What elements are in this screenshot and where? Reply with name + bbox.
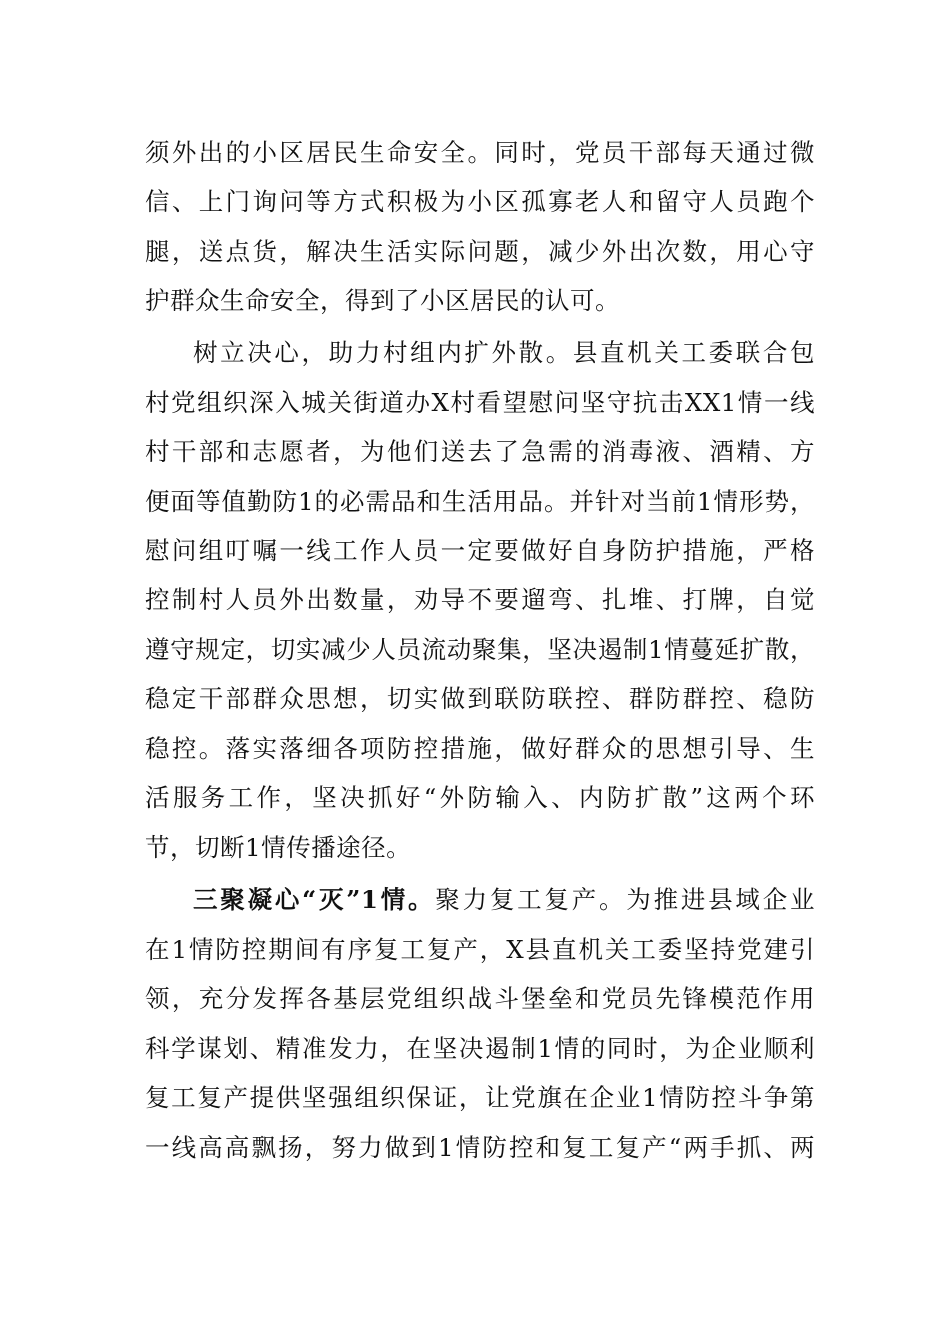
paragraph-line: 村干部和志愿者，为他们送去了急需的消毒液、酒精、方 (145, 437, 815, 466)
paragraph-line: 在1情防控期间有序复工复产，X县直机关工委坚持党建引 (145, 935, 815, 964)
paragraph-line: 信、上门询问等方式积极为小区孤寡老人和留守人员跑个 (145, 187, 815, 216)
paragraph-line: 控制村人员外出数量，劝导不要遛弯、扎堆、打牌，自觉 (145, 585, 815, 614)
section-heading: 三聚凝心“灭”1情。 (193, 885, 436, 914)
paragraph-line: 一线高高飘扬，努力做到1情防控和复工复产“两手抓、两 (145, 1133, 815, 1162)
paragraph-line: 稳定干部群众思想，切实做到联防联控、群防群控、稳防 (145, 684, 815, 713)
paragraph-line: 领，充分发挥各基层党组织战斗堡垒和党员先锋模范作用 (145, 984, 815, 1013)
paragraph-line: 护群众生命安全，得到了小区居民的认可。 (145, 286, 620, 315)
paragraph-line: 村党组织深入城关街道办X村看望慰问坚守抗击XX1情一线 (145, 388, 815, 417)
paragraph-line: 节，切断1情传播途径。 (145, 833, 412, 862)
paragraph-line: 活服务工作，坚决抓好“外防输入、内防扩散”这两个环 (145, 783, 815, 812)
paragraph-text: 聚力复工复产。为推进县域企业 (435, 885, 815, 914)
paragraph-line: 腿，送点货，解决生活实际问题，减少外出次数，用心守 (145, 237, 815, 266)
paragraph-line (193, 880, 815, 920)
paragraph-line: 科学谋划、精准发力，在坚决遏制1情的同时，为企业顺利 (145, 1034, 815, 1063)
paragraph-line: 复工复产提供坚强组织保证，让党旗在企业1情防控斗争第 (145, 1083, 815, 1112)
paragraph-line: 便面等值勤防1的必需品和生活用品。并针对当前1情形势， (145, 487, 815, 516)
paragraph-line: 树立决心，助力村组内扩外散。县直机关工委联合包 (193, 338, 815, 367)
paragraph-line: 稳控。落实落细各项防控措施，做好群众的思想引导、生 (145, 734, 815, 763)
paragraph-line: 遵守规定，切实减少人员流动聚集，坚决遏制1情蔓延扩散， (145, 635, 815, 664)
paragraph-line: 慰问组叮嘱一线工作人员一定要做好自身防护措施，严格 (145, 536, 815, 565)
paragraph-line: 须外出的小区居民生命安全。同时，党员干部每天通过微 (145, 138, 815, 167)
